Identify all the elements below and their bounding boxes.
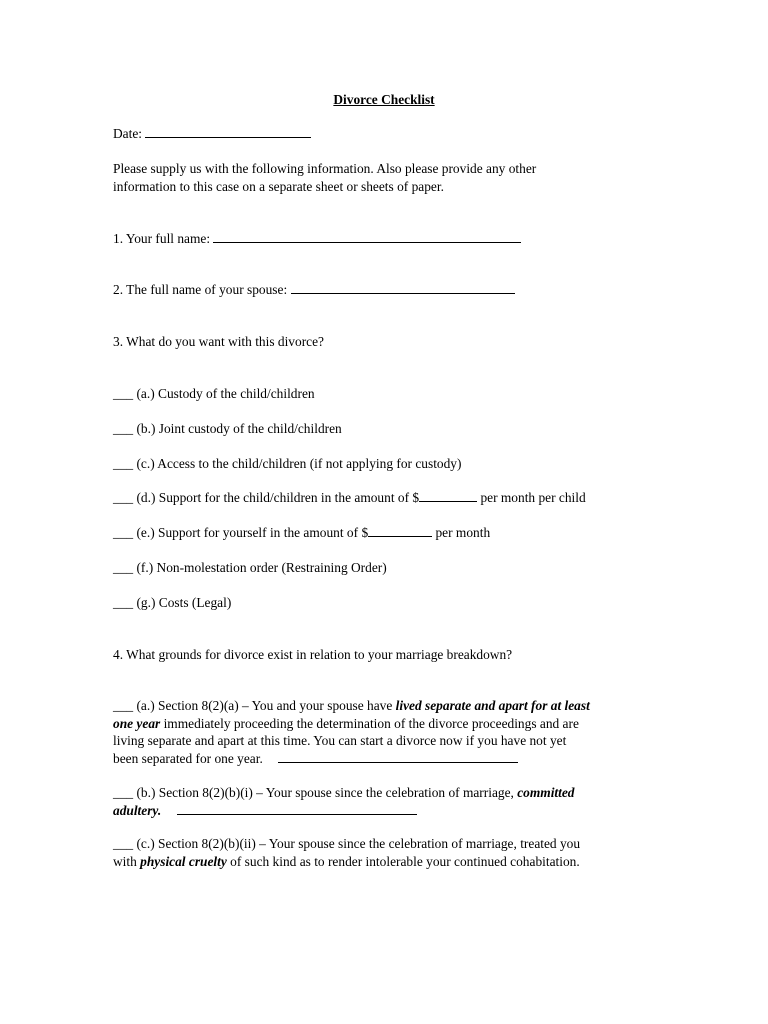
option-3b <box>113 420 342 438</box>
option-3g <box>113 594 231 612</box>
option-4a-line-1 <box>113 697 590 715</box>
option-4c-emphasis: physical cruelty <box>140 854 227 869</box>
question-4: 4. What grounds for divorce exist in relation to your marriage breakdown? <box>113 647 513 662</box>
checkbox-blank[interactable]: ___ <box>113 595 134 610</box>
separation-blank[interactable] <box>278 750 518 763</box>
option-3f <box>113 559 387 577</box>
option-3d <box>113 489 586 507</box>
option-3c-text: (c.) Access to the child/children (if not applying for custody) <box>136 456 462 471</box>
spouse-name-blank[interactable] <box>291 281 515 294</box>
checkbox-blank[interactable]: ___ <box>113 386 134 401</box>
checkbox-blank[interactable]: ___ <box>113 525 134 540</box>
checkbox-blank[interactable]: ___ <box>113 785 134 800</box>
option-3e-text: (e.) Support for yourself in the amount of $ <box>136 525 369 540</box>
checkbox-blank[interactable]: ___ <box>113 421 134 436</box>
checkbox-blank[interactable]: ___ <box>113 698 134 713</box>
question-1 <box>113 230 521 248</box>
option-3c <box>113 455 461 473</box>
option-4a-text-2: immediately proceeding the determination of the divorce proceedings and are <box>160 716 579 731</box>
checkbox-blank[interactable]: ___ <box>113 560 134 575</box>
option-3a-text: (a.) Custody of the child/children <box>136 386 315 401</box>
option-4b-text: (b.) Section 8(2)(b)(i) – Your spouse since the celebration of marriage, <box>136 785 518 800</box>
option-4c-text-3: of such kind as to render intolerable your continued cohabitation. <box>226 854 580 869</box>
checkbox-blank[interactable]: ___ <box>113 456 134 471</box>
spousal-support-amount-blank[interactable] <box>368 524 432 537</box>
option-4c-text: (c.) Section 8(2)(b)(ii) – Your spouse since the celebration of marriage, treated you <box>136 836 581 851</box>
child-support-amount-blank[interactable] <box>419 489 477 502</box>
question-2-label: 2. The full name of your spouse: <box>113 282 288 297</box>
option-4a-line-3: living separate and apart at this time. You can start a divorce now if you have not yet <box>113 733 567 748</box>
full-name-blank[interactable] <box>213 230 521 243</box>
adultery-blank[interactable] <box>177 802 417 815</box>
intro-line-2: information to this case on a separate sheet or sheets of paper. <box>113 179 444 194</box>
option-3d-suffix: per month per child <box>477 490 586 505</box>
question-2 <box>113 281 515 299</box>
option-4b-line-2 <box>113 802 417 820</box>
option-4a-emphasis: lived separate and apart for at least <box>395 698 590 713</box>
option-4b-emphasis-2: adultery. <box>113 803 162 818</box>
option-4a-emphasis-2: one year <box>113 716 161 731</box>
option-4c-line-1 <box>113 835 580 853</box>
option-4c-text-2: with <box>113 854 141 869</box>
intro-line-1: Please supply us with the following information. Also please provide any other <box>113 161 537 176</box>
option-4a-line-4 <box>113 750 518 768</box>
option-3g-text: (g.) Costs (Legal) <box>136 595 232 610</box>
option-3a <box>113 385 315 403</box>
checkbox-blank[interactable]: ___ <box>113 490 134 505</box>
date-blank[interactable] <box>145 125 311 138</box>
page-title: Divorce Checklist <box>333 92 435 107</box>
option-4c-line-2 <box>113 853 580 871</box>
option-4b-line-1 <box>113 784 575 802</box>
option-4a-text: (a.) Section 8(2)(a) – You and your spouse have <box>136 698 396 713</box>
option-4a-line-2 <box>113 715 579 733</box>
question-1-label: 1. Your full name: <box>113 231 211 246</box>
option-3d-text: (d.) Support for the child/children in the amount of $ <box>136 490 420 505</box>
option-3b-text: (b.) Joint custody of the child/children <box>136 421 342 436</box>
option-3e-suffix: per month <box>432 525 491 540</box>
option-3e <box>113 524 490 542</box>
option-4a-text-4: been separated for one year. <box>113 751 263 766</box>
option-4b-emphasis: committed <box>517 785 575 800</box>
date-row <box>113 125 311 143</box>
checkbox-blank[interactable]: ___ <box>113 836 134 851</box>
option-3f-text: (f.) Non-molestation order (Restraining Order) <box>136 560 387 575</box>
date-label: Date: <box>113 126 142 141</box>
question-3: 3. What do you want with this divorce? <box>113 334 324 349</box>
